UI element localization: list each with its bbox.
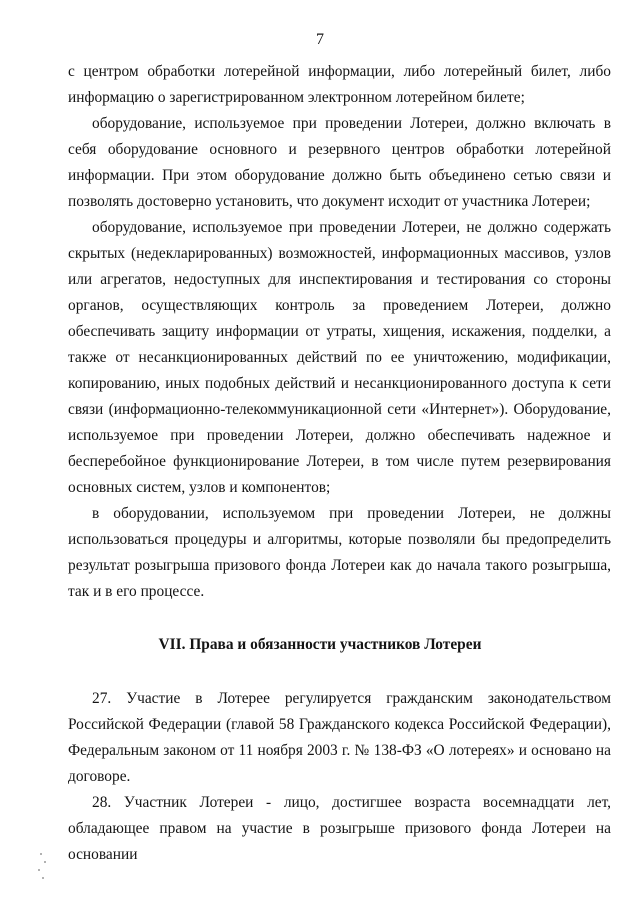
body-text: [68, 59, 611, 605]
paragraph-equipment-protection: оборудование, используемое при проведении Лотереи, не должно содержать скрытых (недекларированных) возможностей, информационных массивов, узлов или агрегатов, недоступных для инспектирования и тестирования со стороны органов, осуществляющих контроль за проведением Лотереи, должно обеспечивать защиту информации от утраты, хищения, искажения, подделки, а также от несанкционированных действий по ее уничтожению, модификации, копированию, иных подобных действий и несанкционированного доступа к сети связи (информационно-телекоммуникационной сети «Интернет»). Оборудование, используемое при проведении Лотереи, должно обеспечивать надежное и бесперебойное функционирование Лотереи, в том числе путем резервирования основных систем, узлов и компонентов;: [68, 219, 611, 496]
paragraph-27: 27. Участие в Лотерее регулируется гражданским законодательством Российской Федерации (главой 58 Гражданского кодекса Российской Федерации), Федеральным законом от 11 ноября 2003 г. № 138-ФЗ «О лотереях» и основано на договоре.: [68, 690, 611, 785]
paragraph-equipment-centers: оборудование, используемое при проведении Лотереи, должно включать в себя оборудование основного и резервного центров обработки лотерейной информации. При этом оборудование должно быть объединено сетью связи и позволять достоверно установить, что документ исходит от участника Лотереи;: [68, 115, 611, 210]
paragraph-equipment-algorithms: в оборудовании, используемом при проведении Лотереи, не должны использоваться процедуры и алгоритмы, которые позволяли бы предопределить результат розыгрыша призового фонда Лотереи как до начала такого розыгрыша, так и в его процессе.: [68, 505, 611, 600]
section-heading: VII. Права и обязанности участников Лотереи: [158, 636, 482, 653]
scan-speck: [40, 853, 42, 855]
scan-speck: [42, 877, 44, 879]
scan-speck: [44, 861, 46, 863]
paragraph-28: 28. Участник Лотереи - лицо, достигшее возраста восемнадцати лет, обладающее правом на участие в розыгрыше призового фонда Лотереи на основании: [68, 794, 611, 863]
scan-speck: [38, 869, 40, 871]
section-text: [68, 686, 611, 868]
paragraph-continuation: с центром обработки лотерейной информации, либо лотерейный билет, либо информацию о зарегистрированном электронном лотерейном билете;: [68, 63, 611, 106]
page-number: 7: [316, 31, 324, 48]
